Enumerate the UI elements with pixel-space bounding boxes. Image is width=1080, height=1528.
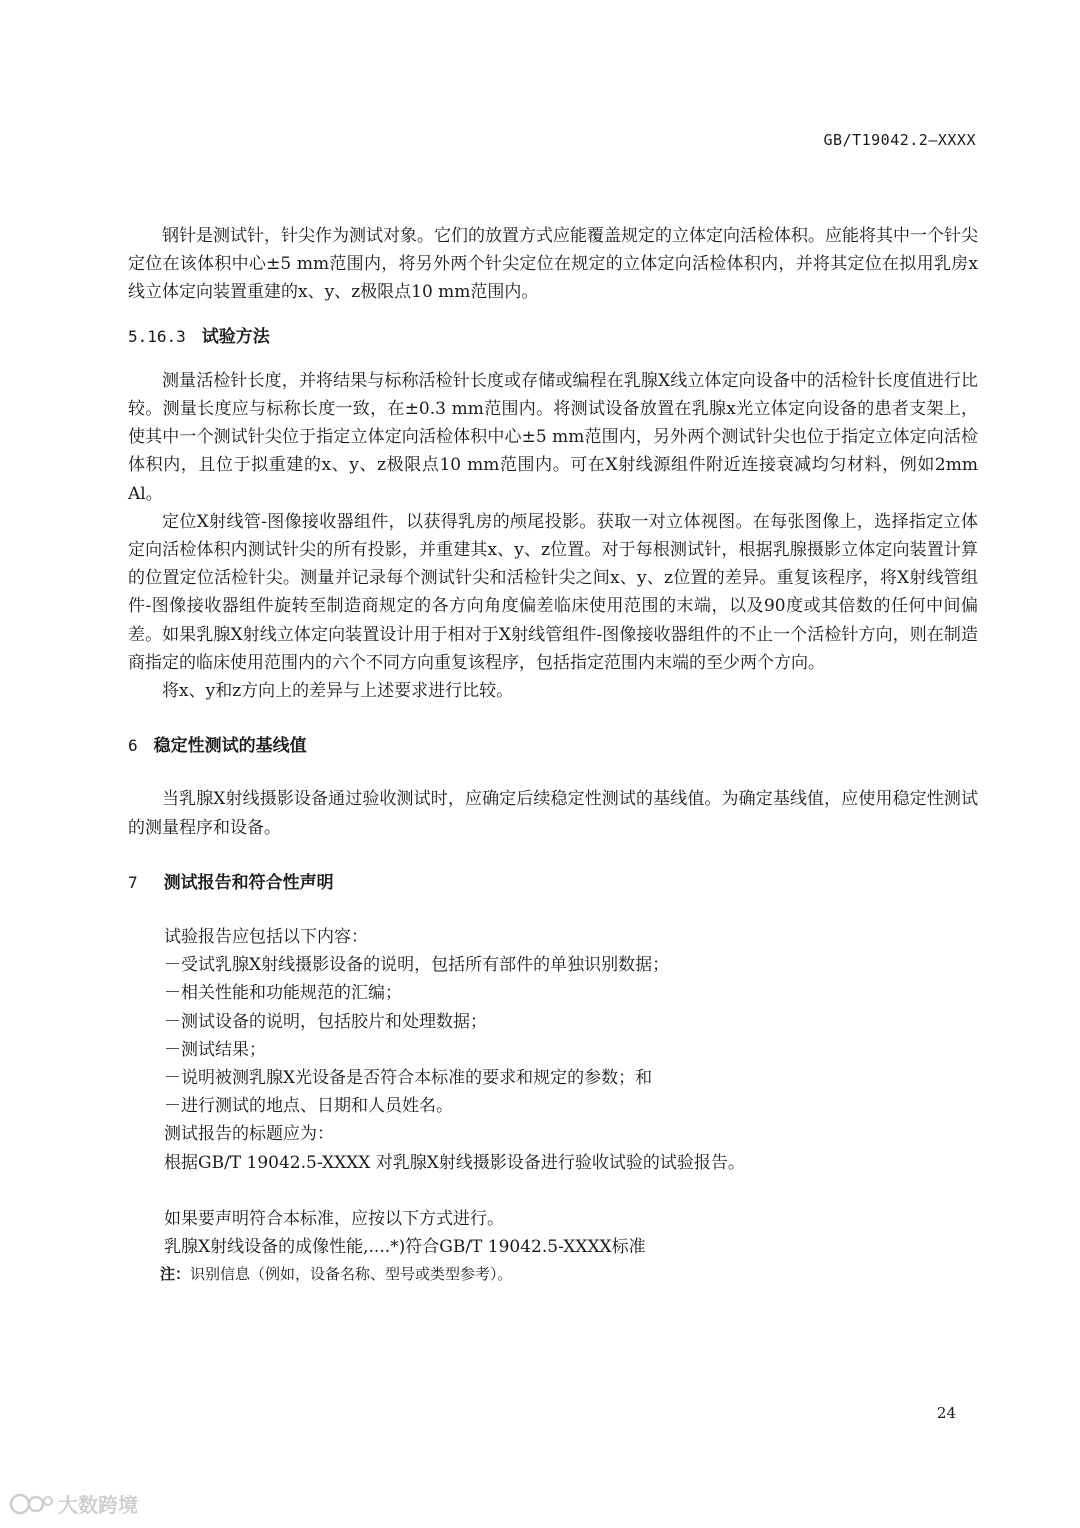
heading-6 bbox=[128, 732, 978, 760]
paragraph-test-method-3: 将x、y和z方向上的差异与上述要求进行比较。 bbox=[162, 681, 514, 702]
paragraph-test-method-1: 测量活检针长度，并将结果与标称活检针长度或存储或编程在乳腺X线立体定向设备中的活检针长度值进行比较。测量长度应与标称长度一致，在±0.3 mm范围内。将测试设备放置在乳腺x光立体定向设备的患者支架上，使其中一个测试针尖位于指定立体定向活检体积中心±5 mm范围内，另外两个测试针尖也位于指定立体定向活检体积内，且位于拟重建的x、y、z极限点10 mm范围内。可在X射线源组件附近连接衰减均匀材料，例如2mm Al。 bbox=[128, 370, 978, 504]
list-item: －进行测试的地点、日期和人员姓名。 bbox=[164, 1096, 453, 1117]
paragraph-baseline: 当乳腺X射线摄影设备通过验收测试时，应确定后续稳定性测试的基线值。为确定基线值，应使用稳定性测试的测量程序和设备。 bbox=[128, 789, 978, 838]
list-item: －说明被测乳腺X光设备是否符合本标准的要求和规定的参数；和 bbox=[164, 1068, 653, 1089]
section-number: 5.16.3 bbox=[128, 326, 186, 346]
list-item: －测试结果； bbox=[164, 1039, 266, 1060]
heading-7 bbox=[128, 869, 978, 897]
section-title: 测试报告和符合性声明 bbox=[163, 872, 334, 893]
list-item: －受试乳腺X射线摄影设备的说明，包括所有部件的单独识别数据； bbox=[164, 955, 670, 976]
heading-5-16-3 bbox=[128, 323, 978, 351]
section-title: 稳定性测试的基线值 bbox=[153, 736, 307, 757]
watermark-logo-icon bbox=[8, 1491, 54, 1517]
list-item: －测试设备的说明，包括胶片和处理数据； bbox=[164, 1011, 487, 1032]
list-item: －相关性能和功能规范的汇编； bbox=[164, 983, 402, 1004]
section-number: 6 bbox=[128, 736, 138, 756]
section-number: 7 bbox=[128, 872, 138, 892]
note-text: 识别信息（例如，设备名称、型号或类型参考）。 bbox=[190, 1265, 513, 1284]
watermark bbox=[8, 1489, 138, 1518]
report-title-text: 根据GB/T 19042.5-XXXX 对乳腺X射线摄影设备进行验收试验的试验报告。 bbox=[164, 1152, 745, 1173]
watermark-text: 大数跨境 bbox=[58, 1493, 138, 1517]
page-content bbox=[128, 222, 978, 1287]
report-title-intro: 测试报告的标题应为： bbox=[164, 1124, 334, 1145]
note bbox=[128, 1261, 978, 1287]
conformity-intro: 如果要声明符合本标准，应按以下方式进行。 bbox=[164, 1208, 504, 1229]
section-title: 试验方法 bbox=[201, 326, 270, 347]
conformity-text: 乳腺X射线设备的成像性能,....*)符合GB/T 19042.5-XXXX标准 bbox=[164, 1237, 646, 1258]
standard-code: GB/T19042.2—XXXX bbox=[823, 131, 976, 149]
paragraph-test-needles: 钢针是测试针，针尖作为测试对象。它们的放置方式应能覆盖规定的立体定向活检体积。应能将其中一个针尖定位在该体积中心±5 mm范围内，将另外两个针尖定位在规定的立体定向活检体积内，并将其定位在拟用乳房x线立体定向装置重建的x、y、z极限点10 mm范围内。 bbox=[128, 226, 978, 303]
note-label: 注： bbox=[160, 1265, 191, 1284]
report-intro: 试验报告应包括以下内容： bbox=[164, 927, 368, 948]
page-number: 24 bbox=[936, 1404, 956, 1422]
report-contents bbox=[128, 923, 978, 1261]
paragraph-test-method-2: 定位X射线管-图像接收器组件，以获得乳房的颅尾投影。获取一对立体视图。在每张图像上，选择指定立体定向活检体积内测试针尖的所有投影，并重建其x、y、z位置。对于每根测试针，根据乳腺摄影立体定向装置计算的位置定位活检针尖。测量并记录每个测试针尖和活检针尖之间x、y、z位置的差异。重复该程序，将X射线管组件-图像接收器组件旋转至制造商规定的各方向角度偏差临床使用范围的末端，以及90度或其倍数的任何中间偏差。如果乳腺X射线立体定向装置设计用于相对于X射线管组件-图像接收器组件的不止一个活检针方向，则在制造商指定的临床使用范围内的六个不同方向重复该程序，包括指定范围内末端的至少两个方向。 bbox=[128, 511, 978, 673]
